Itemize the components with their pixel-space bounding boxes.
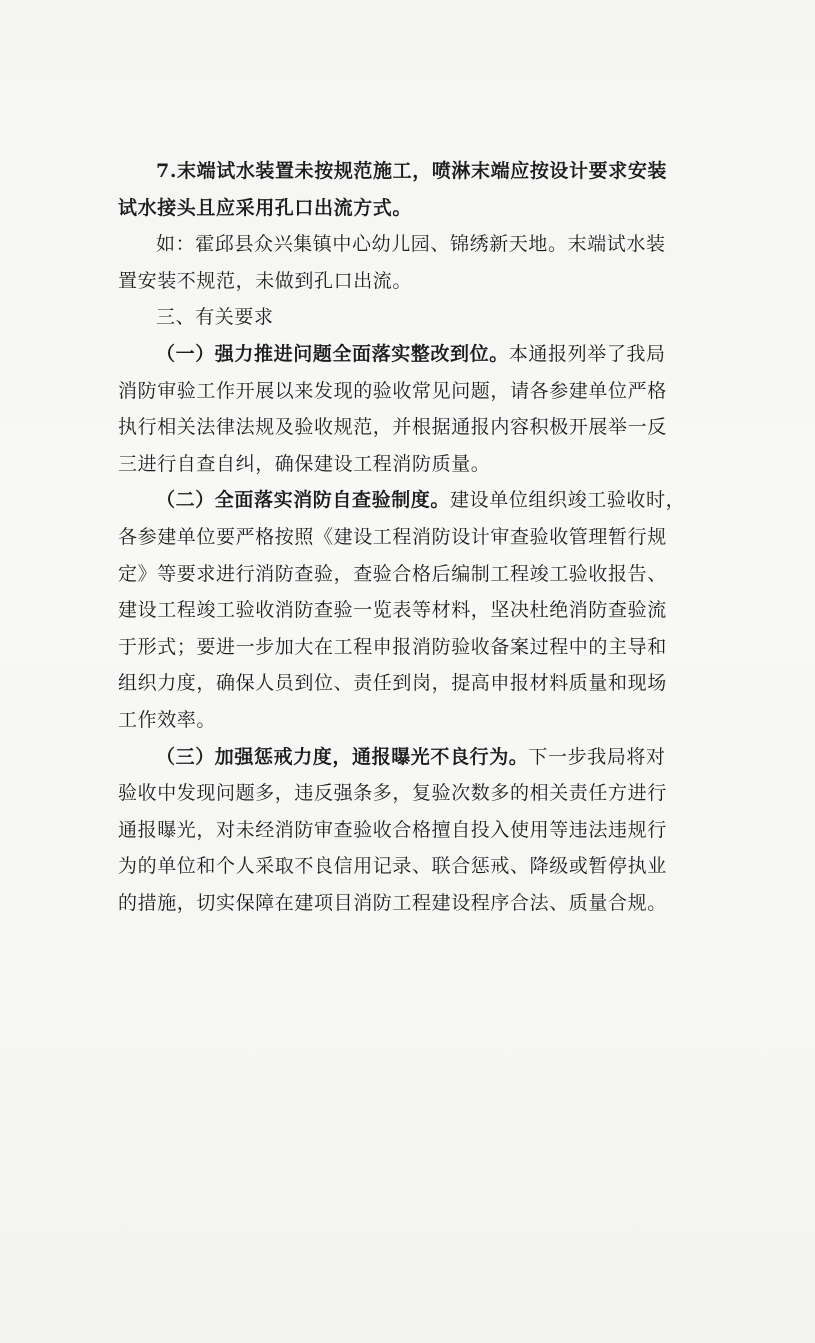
req2-line-1 (118, 482, 698, 519)
req3-line-3: 通报曝光，对未经消防审查验收合格擅自投入使用等违法违规行 (118, 818, 667, 841)
req3-line-2: 验收中发现问题多，违反强条多，复验次数多的相关责任方进行 (118, 782, 667, 805)
req2-title: （二）全面落实消防自查验制度。 (156, 489, 451, 512)
req2-line-2: 各参建单位要严格按照《建设工程消防设计审查验收管理暂行规 (118, 525, 667, 548)
req1-title: （一）强力推进问题全面落实整改到位。 (156, 342, 509, 365)
req3-line-1 (118, 739, 698, 776)
req3-title: （三）加强惩戒力度，通报曝光不良行为。 (156, 745, 529, 768)
req3-line-4: 为的单位和个人采取不良信用记录、联合惩戒、降级或暂停执业 (118, 855, 667, 878)
req2-line-5: 于形式；要进一步加大在工程申报消防验收备案过程中的主导和 (118, 635, 667, 658)
req1-line-3: 执行相关法律法规及验收规范，并根据通报内容积极开展举一反 (118, 416, 667, 439)
req3-line-5: 的措施，切实保障在建项目消防工程建设程序合法、质量合规。 (118, 891, 667, 914)
req2-line-7: 工作效率。 (118, 708, 217, 731)
req3-text: 下一步我局将对 (528, 745, 666, 768)
item7-example-line-2: 置安装不规范，未做到孔口出流。 (118, 269, 413, 292)
req2-line-3: 定》等要求进行消防查验，查验合格后编制工程竣工验收报告、 (118, 562, 667, 585)
req2-text: 建设单位组织竣工验收时， (450, 489, 686, 512)
req1-line-1 (118, 336, 698, 373)
req1-text: 本通报列举了我局 (508, 342, 666, 365)
document-body (118, 153, 698, 921)
req1-line-4: 三进行自查自纠，确保建设工程消防质量。 (118, 452, 491, 475)
item7-example-line-1: 如：霍邱县众兴集镇中心幼儿园、锦绣新天地。末端试水装 (156, 233, 666, 256)
req1-line-2: 消防审验工作开展以来发现的验收常见问题，请各参建单位严格 (118, 379, 667, 402)
section3-heading: 三、有关要求 (156, 306, 274, 329)
req2-line-4: 建设工程竣工验收消防查验一览表等材料，坚决杜绝消防查验流 (118, 599, 667, 622)
item7-title-line-2: 试水接头且应采用孔口出流方式。 (118, 196, 413, 219)
item7-title-line-1: 7.末端试水装置未按规范施工，喷淋末端应按设计要求安装 (156, 160, 668, 182)
req2-line-6: 组织力度，确保人员到位、责任到岗，提高申报材料质量和现场 (118, 672, 667, 695)
